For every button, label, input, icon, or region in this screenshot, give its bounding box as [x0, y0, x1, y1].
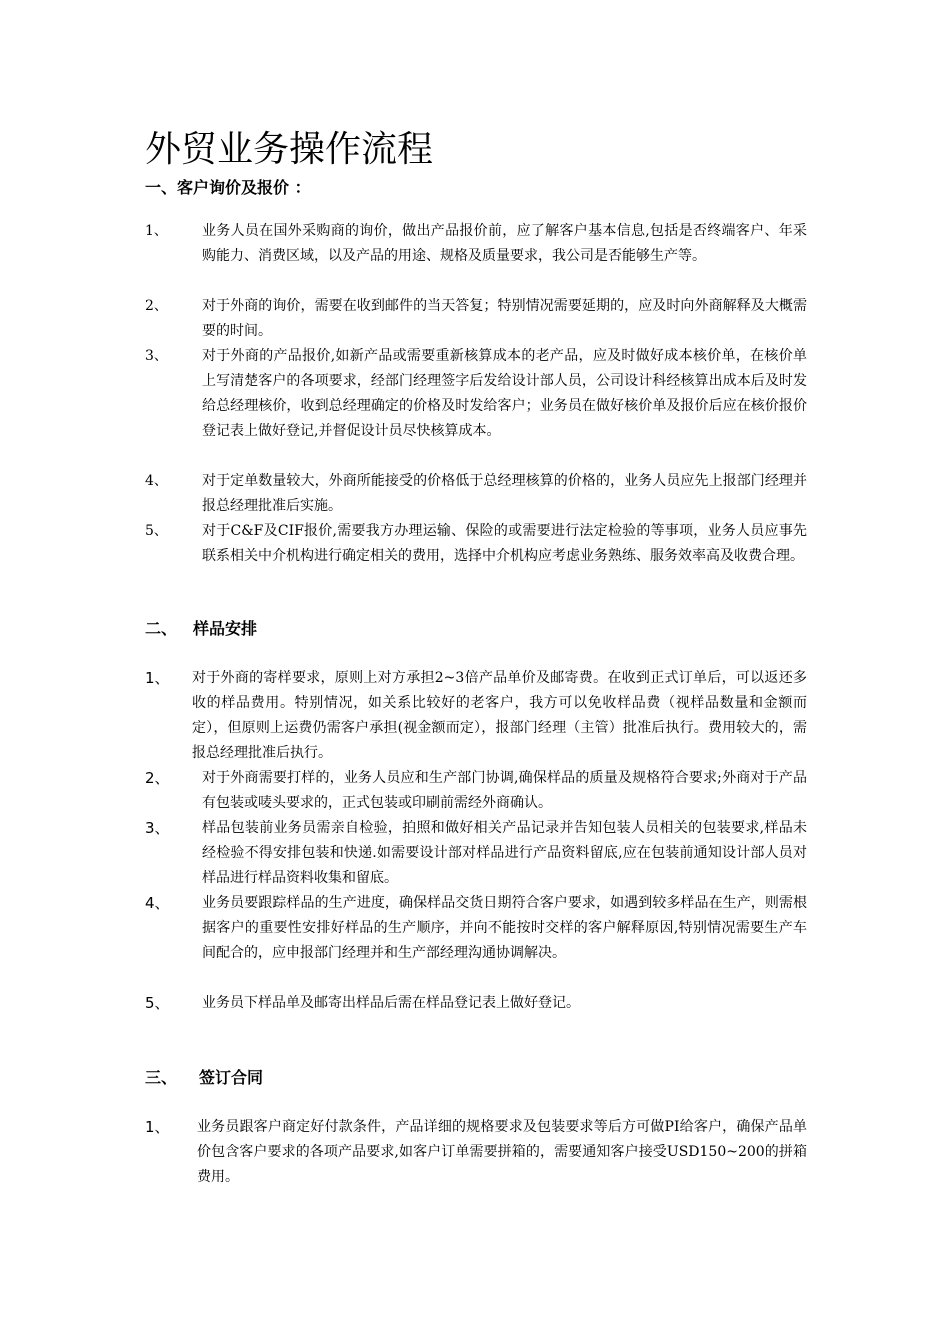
item-number: 5、 [145, 994, 170, 1012]
list-item [145, 991, 807, 1016]
item-text: 对于C&F及CIF报价,需要我方办理运输、保险的或需要进行法定检验的等事项，业务人员应事先联系相关中介机构进行确定相关的费用，选择中介机构应考虑业务熟练、服务效率高及收费合理。 [202, 523, 807, 564]
list-item [145, 219, 807, 294]
section-number: 三、 [145, 1068, 178, 1087]
item-text: 业务员下样品单及邮寄出样品后需在样品登记表上做好登记。 [202, 995, 580, 1011]
item-number: 3、 [145, 819, 170, 837]
list-item [145, 891, 807, 991]
section-number: 二、 [145, 619, 178, 638]
item-number: 1、 [145, 1118, 170, 1136]
item-number: 2、 [145, 298, 168, 314]
item-number: 1、 [145, 223, 168, 239]
section-heading-samples [145, 618, 257, 640]
item-text: 业务员要跟踪样品的生产进度，确保样品交货日期符合客户要求，如遇到较多样品在生产，则需根据客户的重要性安排好样品的生产顺序，并向不能按时交样的客户解释原因,特别情况需要生产车间配合的，应申报部门经理并和生产部经理沟通协调解决。 [202, 895, 807, 961]
page-title: 外贸业务操作流程 [145, 129, 434, 170]
list-item [145, 1115, 807, 1190]
item-text: 业务人员在国外采购商的询价，做出产品报价前，应了解客户基本信息,包括是否终端客户、年采购能力、消费区域，以及产品的用途、规格及质量要求，我公司是否能够生产等。 [202, 223, 807, 264]
list-item [145, 816, 807, 891]
item-text: 对于外商需要打样的，业务人员应和生产部门协调,确保样品的质量及规格符合要求;外商对于产品有包装或唛头要求的，正式包装或印刷前需经外商确认。 [202, 770, 807, 811]
list-item [145, 519, 807, 594]
item-number: 5、 [145, 523, 168, 539]
list-item [145, 766, 807, 816]
item-text: 对于外商的产品报价,如新产品或需要重新核算成本的老产品，应及时做好成本核价单，在核价单上写清楚客户的各项要求，经部门经理签字后发给设计部人员，公司设计科经核算出成本后及时发给总经理核价，收到总经理确定的价格及时发给客户；业务员在做好核价单及报价后应在核价报价登记表上做好登记,并督促设计员尽快核算成本。 [202, 348, 807, 439]
item-text: 业务员跟客户商定好付款条件，产品详细的规格要求及包装要求等后方可做PI给客户，确保产品单价包含客户要求的各项产品要求,如客户订单需要拼箱的，需要通知客户接受USD150~200的拼箱费用。 [197, 1119, 807, 1185]
item-number: 4、 [145, 473, 168, 489]
item-number: 2、 [145, 769, 170, 787]
section-heading-contract [145, 1067, 263, 1089]
section-title: 签订合同 [199, 1068, 264, 1087]
item-text: 对于定单数量较大，外商所能接受的价格低于总经理核算的价格的，业务人员应先上报部门经理并报总经理批准后实施。 [202, 473, 807, 514]
list-item [145, 469, 807, 519]
list-item [145, 344, 807, 469]
list-item [145, 666, 807, 766]
item-number: 1、 [145, 669, 170, 687]
list-item [145, 294, 807, 344]
item-text: 对于外商的询价，需要在收到邮件的当天答复；特别情况需要延期的，应及时向外商解释及大概需要的时间。 [202, 298, 807, 339]
section-heading-inquiry: 一、客户询价及报价 ： [145, 178, 311, 197]
item-number: 4、 [145, 894, 170, 912]
item-text: 样品包装前业务员需亲自检验，拍照和做好相关产品记录并告知包装人员相关的包装要求,样品未经检验不得安排包装和快递.如需要设计部对样品进行产品资料留底,应在包装前通知设计部人员对样品进行样品资料收集和留底。 [202, 820, 807, 886]
section-title: 样品安排 [193, 619, 258, 638]
item-number: 3、 [145, 348, 168, 364]
item-text: 对于外商的寄样要求，原则上对方承担2~3倍产品单价及邮寄费。在收到正式订单后，可以返还多收的样品费用。特别情况，如关系比较好的老客户，我方可以免收样品费（视样品数量和金额而定），但原则上运费仍需客户承担(视金额而定），报部门经理（主管）批准后执行。费用较大的，需报总经理批准后执行。 [192, 670, 807, 761]
